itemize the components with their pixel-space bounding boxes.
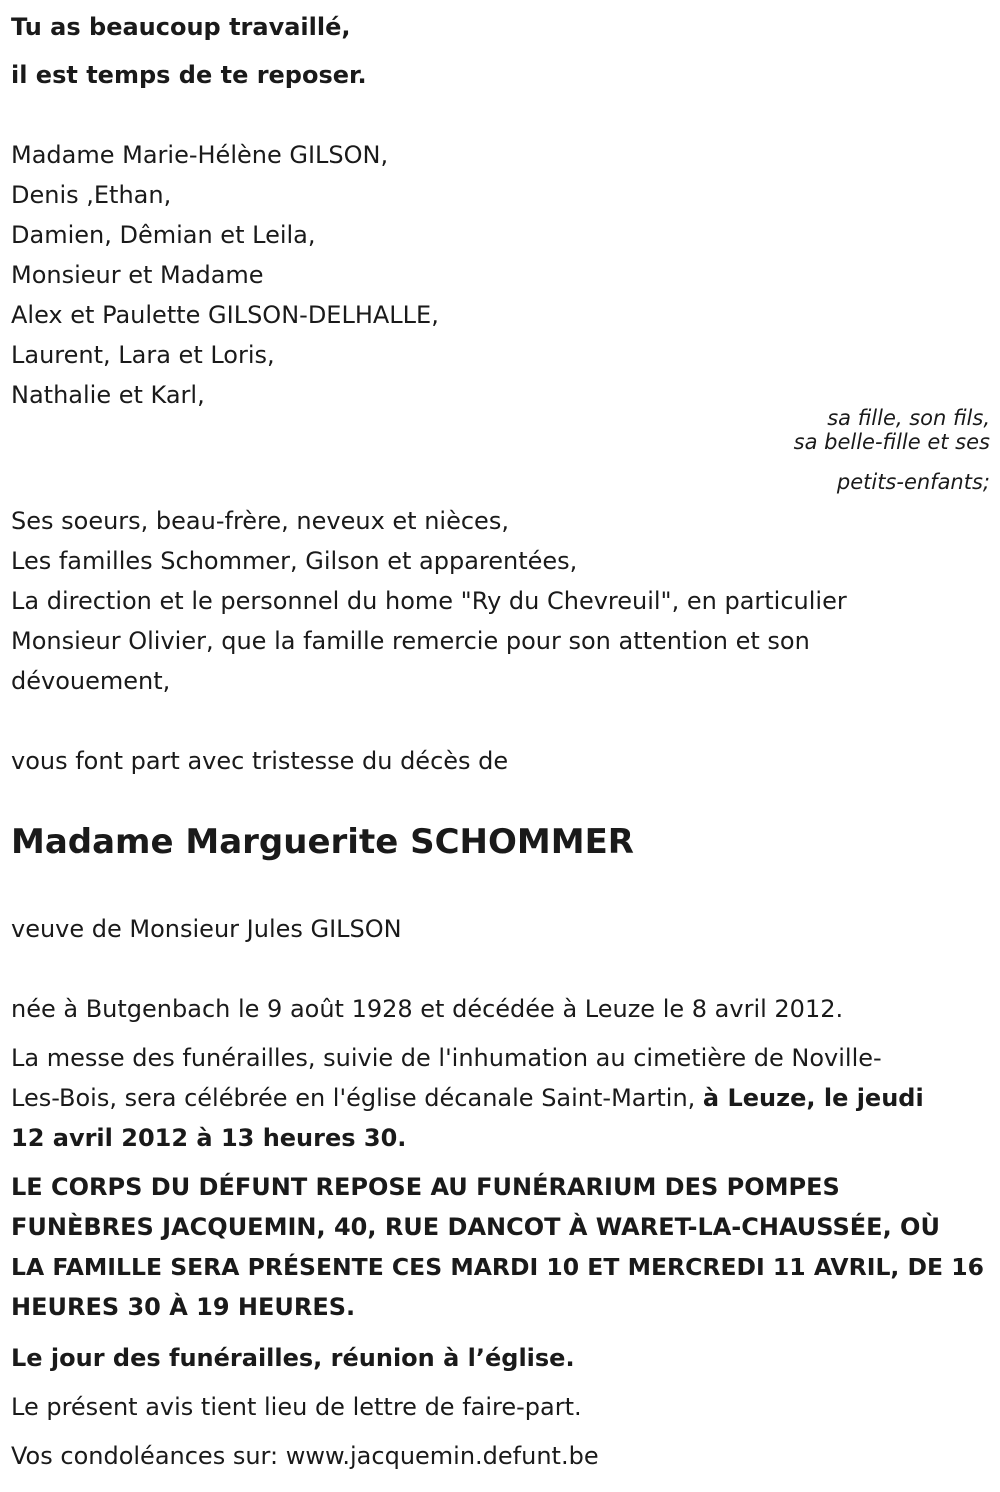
funerarium-line-4: HEURES 30 À 19 HEURES. <box>11 1293 356 1321</box>
others-line-3: La direction et le personnel du home "Ry du Chevreuil", en particulier <box>11 587 847 615</box>
header-line-1: Tu as beaucoup travaillé, <box>11 13 351 41</box>
header-line-2: il est temps de te reposer. <box>11 61 367 89</box>
funerarium-line-1: LE CORPS DU DÉFUNT REPOSE AU FUNÉRARIUM DES POMPES <box>11 1173 840 1201</box>
relation-line-2: sa belle-fille et ses <box>793 430 990 454</box>
deceased-name: Madame Marguerite SCHOMMER <box>11 822 634 862</box>
family-line-6: Laurent, Lara et Loris, <box>11 341 275 369</box>
mass-line-2-normal: Les-Bois, sera célébrée en l'église décanale Saint-Martin, <box>11 1084 703 1112</box>
relation-line-1: sa fille, son fils, <box>827 406 990 430</box>
mass-line-2-bold: à Leuze, le jeudi <box>702 1084 924 1112</box>
others-line-1: Ses soeurs, beau-frère, neveux et nièces, <box>11 507 509 535</box>
family-line-4: Monsieur et Madame <box>11 261 264 289</box>
family-line-2: Denis ,Ethan, <box>11 181 172 209</box>
others-line-4: Monsieur Olivier, que la famille remercie pour son attention et son <box>11 627 810 655</box>
announcement: vous font part avec tristesse du décès de <box>11 747 509 775</box>
family-line-3: Damien, Dêmian et Leila, <box>11 221 316 249</box>
family-line-7: Nathalie et Karl, <box>11 381 205 409</box>
others-line-2: Les familles Schommer, Gilson et apparentées, <box>11 547 578 575</box>
relation-line-3: petits-enfants; <box>836 470 990 494</box>
family-line-1: Madame Marie-Hélène GILSON, <box>11 141 389 169</box>
birth-death: née à Butgenbach le 9 août 1928 et décédée à Leuze le 8 avril 2012. <box>11 995 844 1023</box>
reunion: Le jour des funérailles, réunion à l’église. <box>11 1344 575 1372</box>
mass-line-3: 12 avril 2012 à 13 heures 30. <box>11 1124 407 1152</box>
mass-line-2 <box>11 1083 924 1113</box>
funerarium-line-2: FUNÈBRES JACQUEMIN, 40, RUE DANCOT À WARET-LA-CHAUSSÉE, OÙ <box>11 1213 940 1241</box>
family-line-5: Alex et Paulette GILSON-DELHALLE, <box>11 301 439 329</box>
others-line-5: dévouement, <box>11 667 171 695</box>
mass-line-1: La messe des funérailles, suivie de l'inhumation au cimetière de Noville- <box>11 1044 882 1072</box>
widow-of: veuve de Monsieur Jules GILSON <box>11 915 402 943</box>
notice: Le présent avis tient lieu de lettre de faire-part. <box>11 1393 582 1421</box>
condolences: Vos condoléances sur: www.jacquemin.defunt.be <box>11 1442 599 1470</box>
funerarium-line-3: LA FAMILLE SERA PRÉSENTE CES MARDI 10 ET MERCREDI 11 AVRIL, DE 16 <box>11 1253 984 1281</box>
